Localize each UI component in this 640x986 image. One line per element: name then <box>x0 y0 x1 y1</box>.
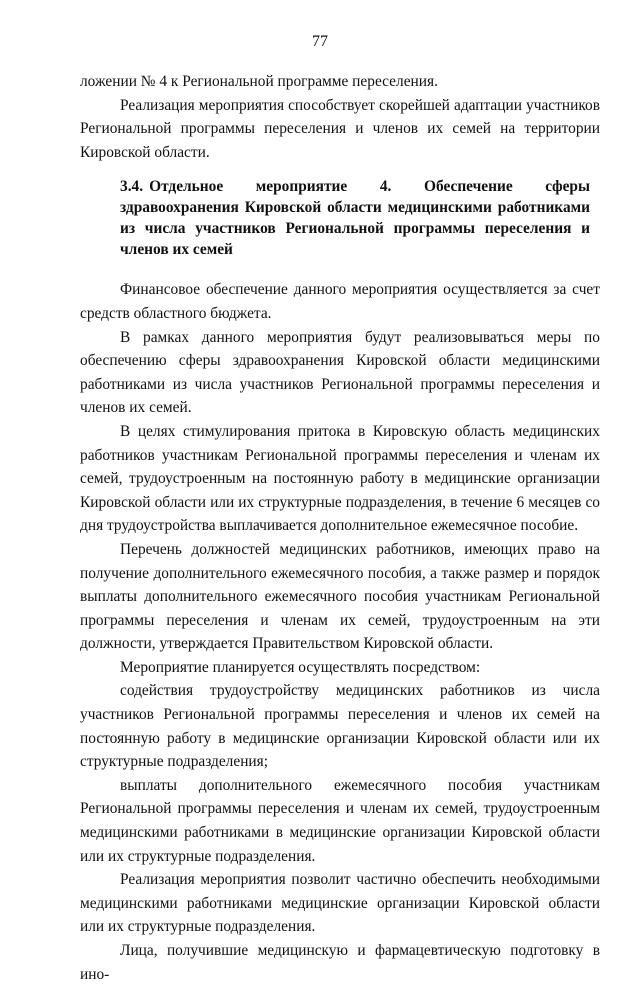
document-body <box>80 70 600 986</box>
section-title: Отдельное мероприятие 4. Обеспечение сферы здравоохранения Кировской области медицинскими работниками из числа участников Региональной программы переселения и членов их семей <box>120 178 590 259</box>
page-number: 77 <box>312 33 328 50</box>
list-item-employment-assistance: содействия трудоустройству медицинских работников из числа участников Региональной программы переселения и членов их семей на постоянную работу в медицинские организации Кировской области или их структурные подразделения; <box>80 682 600 771</box>
paragraph-financing: Финансовое обеспечение данного мероприятия осуществляется за счет средств областного бюджета. <box>80 281 600 322</box>
paragraph-adaptation: Реализация мероприятия способствует скорейшей адаптации участников Региональной программы переселения и членов их семей на территории Кировской области. <box>80 96 600 161</box>
paragraph-measures: В рамках данного мероприятия будут реализовываться меры по обеспечению сферы здравоохранения Кировской области медицинскими работниками из числа участников Региональной программы переселения и членов их семей. <box>80 328 600 417</box>
paragraph-incentives: В целях стимулирования притока в Кировскую область медицинских работников участникам Региональной программы переселения и членам их семей, трудоустроенным на постоянную работу в медицинские организации Кировской области или их структурные подразделения, в течение 6 месяцев со дня трудоустройства выплачивается дополнительное ежемесячное пособие. <box>80 422 600 535</box>
paragraph-positions-list: Перечень должностей медицинских работников, имеющих право на получение дополнительного ежемесячного пособия, а также размер и порядок выплаты дополнительного ежемесячного пособия участникам Региональной программы переселения и членам их семей, трудоустроенным на эти должности, утверждается Правительством Кировской области. <box>80 540 600 653</box>
paragraph-outcome: Реализация мероприятия позволит частично обеспечить необходимыми медицинскими работниками медицинские организации Кировской области или их структурные подразделения. <box>80 871 600 936</box>
section-number: 3.4. <box>120 178 144 196</box>
paragraph-continuation: ложении № 4 к Региональной программе переселения. <box>80 73 438 90</box>
section-heading <box>80 176 600 260</box>
paragraph-trailing: Лица, получившие медицинскую и фармацевтическую подготовку в ино- <box>80 942 600 983</box>
paragraph-implementation-means: Мероприятие планируется осуществлять посредством: <box>120 658 481 676</box>
list-item-monthly-allowance: выплаты дополнительного ежемесячного пособия участникам Региональной программы переселения и членам их семей, трудоустроенным медицинскими работниками в медицинские организации Кировской области или их структурные подразделения. <box>80 776 600 865</box>
